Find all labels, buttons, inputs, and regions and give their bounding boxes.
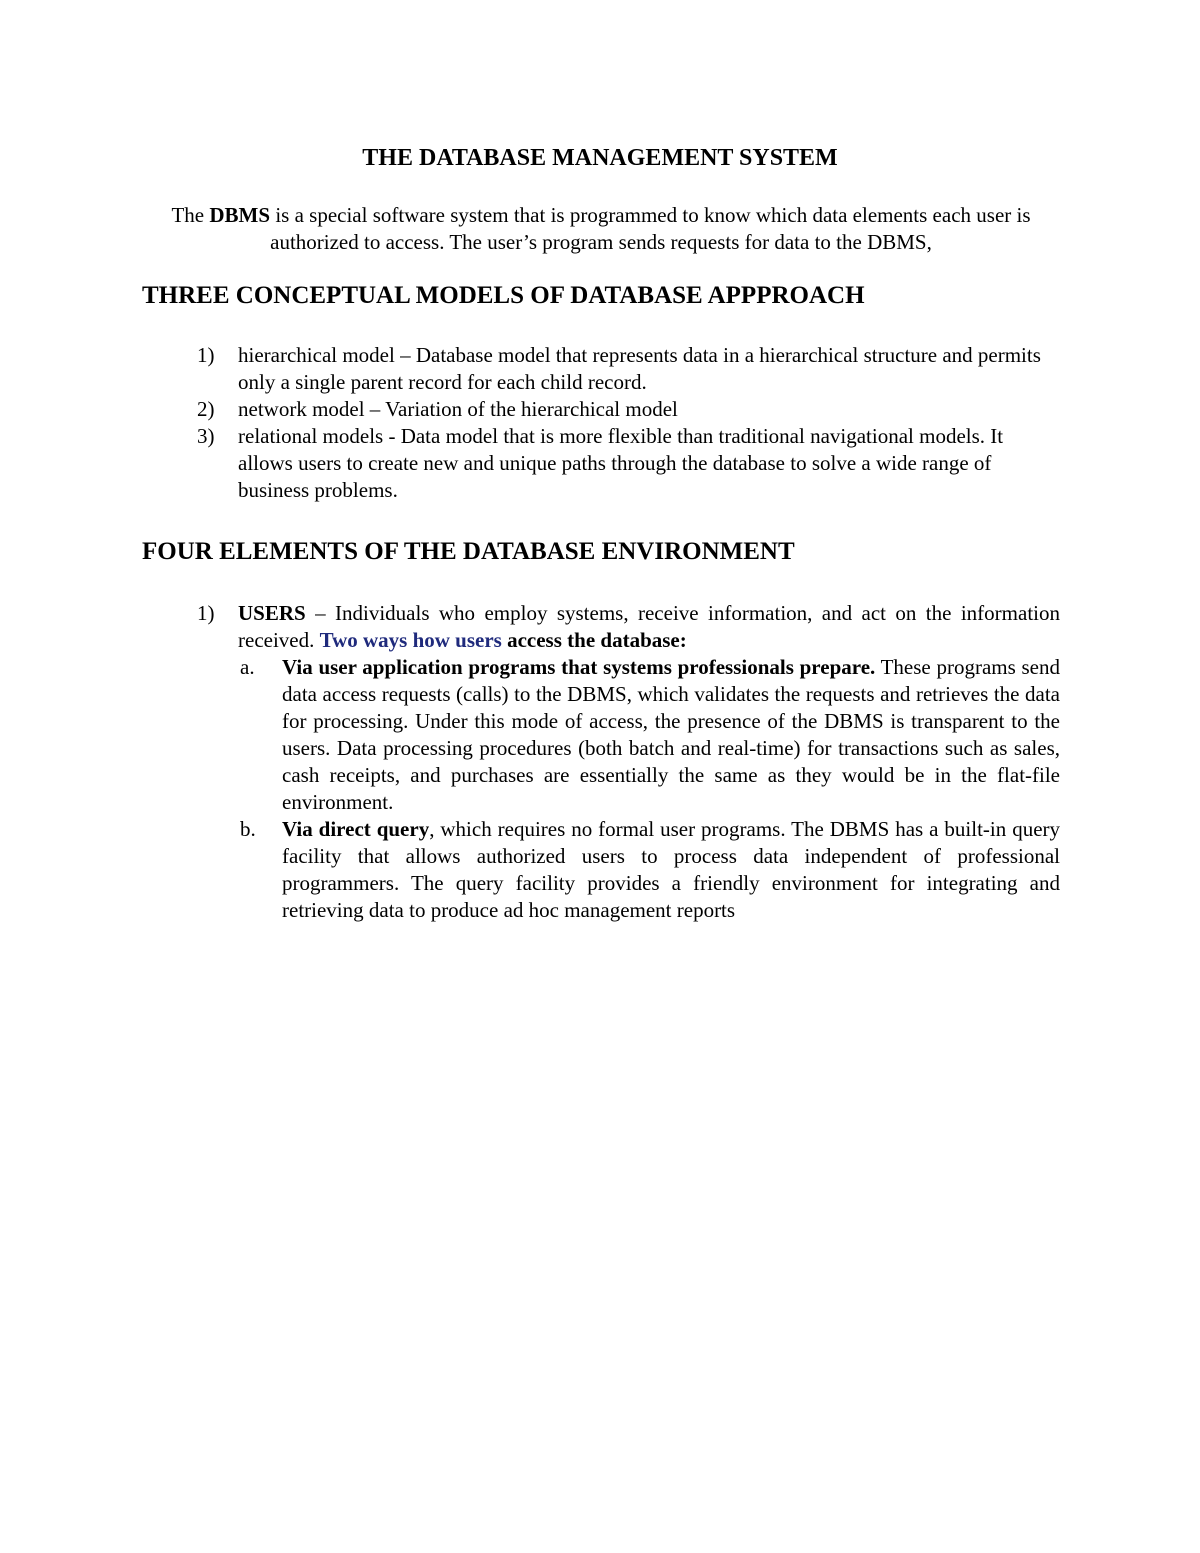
list-item: [0, 423, 1060, 504]
sub-list-marker: b.: [240, 817, 256, 841]
intro-text: is a special software system that is programmed to know which data elements each user is authorized to access. The user’s program sends requests for data to the DBMS,: [270, 203, 1031, 254]
list-marker: 3): [197, 424, 215, 448]
models-section-heading: THREE CONCEPTUAL MODELS OF DATABASE APPPROACH: [142, 282, 865, 309]
list-marker: 2): [197, 397, 215, 421]
intro-term-dbms: DBMS: [209, 203, 271, 227]
list-item: [0, 396, 1060, 423]
users-description: [238, 600, 1060, 654]
sub-list-item: [238, 654, 1060, 816]
sub-list-item: [238, 816, 1060, 924]
users-text: – Individuals who employ systems, receive information, and act on the information received.: [238, 601, 1060, 652]
list-item: [0, 342, 1060, 396]
elements-section-heading: FOUR ELEMENTS OF THE DATABASE ENVIRONMENT: [142, 538, 795, 565]
list-marker: 1): [197, 601, 215, 625]
intro-prefix: The: [171, 203, 210, 227]
users-term: USERS: [238, 601, 306, 625]
users-highlight-rest: access the database:: [501, 628, 687, 652]
intro-paragraph: [140, 202, 1062, 256]
list-item-text: network model – Variation of the hierarchical model: [238, 397, 678, 421]
sub-item-text: These programs send data access requests (calls) to the DBMS, which validates the requests and retrieves the data for processing. Under this mode of access, the presence of the DBMS is transparent to the users. Data processing procedures (both batch and real-time) for transactions such as sales, cash receipts, and purchases are essentially the same as they would be in the flat-file environment.: [282, 655, 1060, 814]
sub-item-text: , which requires no formal user programs. The DBMS has a built-in query facility that allows authorized users to process data independent of professional programmers. The query facility provides a friendly environment for integrating and retrieving data to produce ad hoc management reports: [282, 817, 1061, 922]
list-item-text: relational models - Data model that is more flexible than traditional navigational models. It allows users to create new and unique paths through the database to solve a wide range of business problems.: [238, 424, 1004, 502]
elements-list: [0, 600, 1200, 924]
list-marker: 1): [197, 343, 215, 367]
document-title: THE DATABASE MANAGEMENT SYSTEM: [362, 145, 838, 171]
list-item-text: hierarchical model – Database model that represents data in a hierarchical structure and permits only a single parent record for each child record.: [238, 343, 1041, 394]
models-list: [0, 342, 1200, 504]
sub-list-marker: a.: [240, 655, 255, 679]
users-highlight: Two ways how users: [319, 628, 502, 652]
list-item: [0, 600, 1060, 924]
access-methods-list: [238, 654, 1060, 924]
sub-item-bold: Via direct query: [282, 817, 430, 841]
sub-item-bold: Via user application programs that systems professionals prepare.: [282, 655, 876, 679]
